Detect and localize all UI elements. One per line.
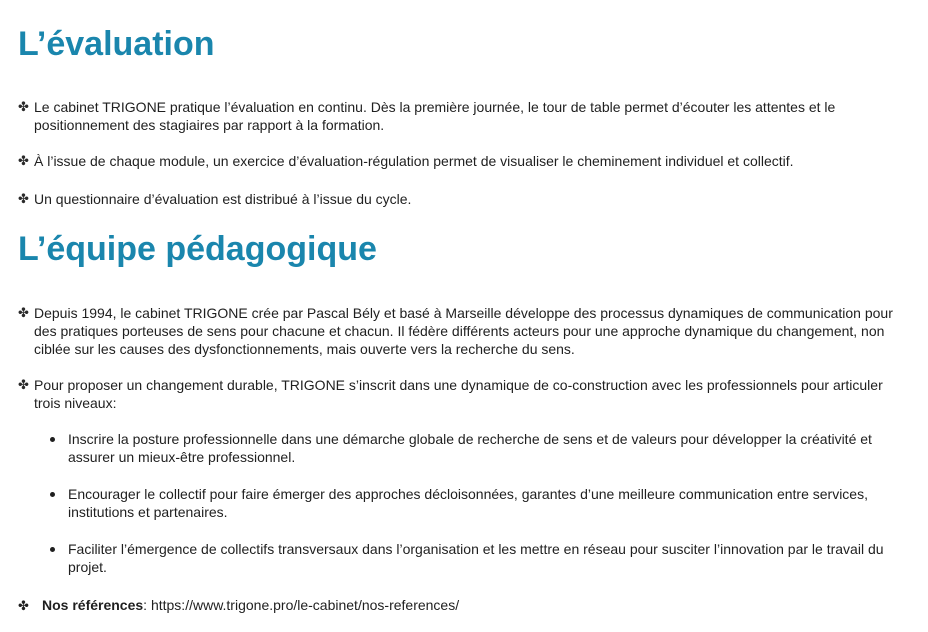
cross-bullet-icon: ✤ xyxy=(18,153,29,168)
list-item-text: À l’issue de chaque module, un exercice d’évaluation-régulation permet de visualiser le cheminement individuel et collectif. xyxy=(34,153,794,169)
dot-bullet-icon xyxy=(50,547,55,552)
list-item xyxy=(18,304,904,358)
dot-bullet-icon xyxy=(50,437,55,442)
sub-list-item xyxy=(50,485,904,521)
list-item-text: Le cabinet TRIGONE pratique l’évaluation en continu. Dès la première journée, le tour de table permet d’écouter les attentes et le positionnement des stagiaires par rapport à la formation. xyxy=(34,99,836,133)
dot-bullet-icon xyxy=(50,492,55,497)
list-item-text: Depuis 1994, le cabinet TRIGONE crée par Pascal Bély et basé à Marseille développe des processus dynamiques de communication pour des pratiques porteuses de sens pour chacune et chacun. Il fédère différents acteurs pour une approche dynamique du changement, non ciblée sur les causes des dysfonctionnements, mais ouverte vers la recherche du sens. xyxy=(34,305,893,357)
evaluation-heading: L’évaluation xyxy=(18,25,215,63)
sub-list-item-text: Faciliter l’émergence de collectifs transversaux dans l’organisation et les mettre en réseau pour susciter l’innovation par le travail du projet. xyxy=(68,541,884,575)
cross-bullet-icon: ✤ xyxy=(18,305,29,320)
sub-list-item-text: Inscrire la posture professionnelle dans une démarche globale de recherche de sens et de valeurs pour développer la créativité et assurer un mieux-être professionnel. xyxy=(68,431,872,465)
references-line xyxy=(18,596,459,615)
list-item xyxy=(18,152,904,170)
cross-bullet-icon: ✤ xyxy=(18,377,29,392)
sub-list-item xyxy=(50,540,904,576)
cross-bullet-icon: ✤ xyxy=(18,191,29,206)
references-link[interactable]: https://www.trigone.pro/le-cabinet/nos-references/ xyxy=(150,597,460,613)
list-item xyxy=(18,98,904,134)
list-item xyxy=(18,190,904,208)
sub-list-item xyxy=(50,430,904,466)
sub-list-item-text: Encourager le collectif pour faire émerger des approches décloisonnées, garantes d’une meilleure communication entre services, institutions et partenaires. xyxy=(68,486,868,520)
cross-bullet-icon: ✤ xyxy=(18,99,29,114)
references-label: Nos références xyxy=(42,597,144,613)
list-item xyxy=(18,376,904,412)
cross-bullet-icon: ✤ xyxy=(18,598,29,613)
list-item-text: Un questionnaire d’évaluation est distribué à l’issue du cycle. xyxy=(34,191,412,207)
list-item-text: Pour proposer un changement durable, TRIGONE s’inscrit dans une dynamique de co-construction avec les professionnels pour articuler trois niveaux: xyxy=(34,377,883,411)
team-heading: L’équipe pédagogique xyxy=(18,230,377,268)
references-separator: : xyxy=(143,597,151,613)
